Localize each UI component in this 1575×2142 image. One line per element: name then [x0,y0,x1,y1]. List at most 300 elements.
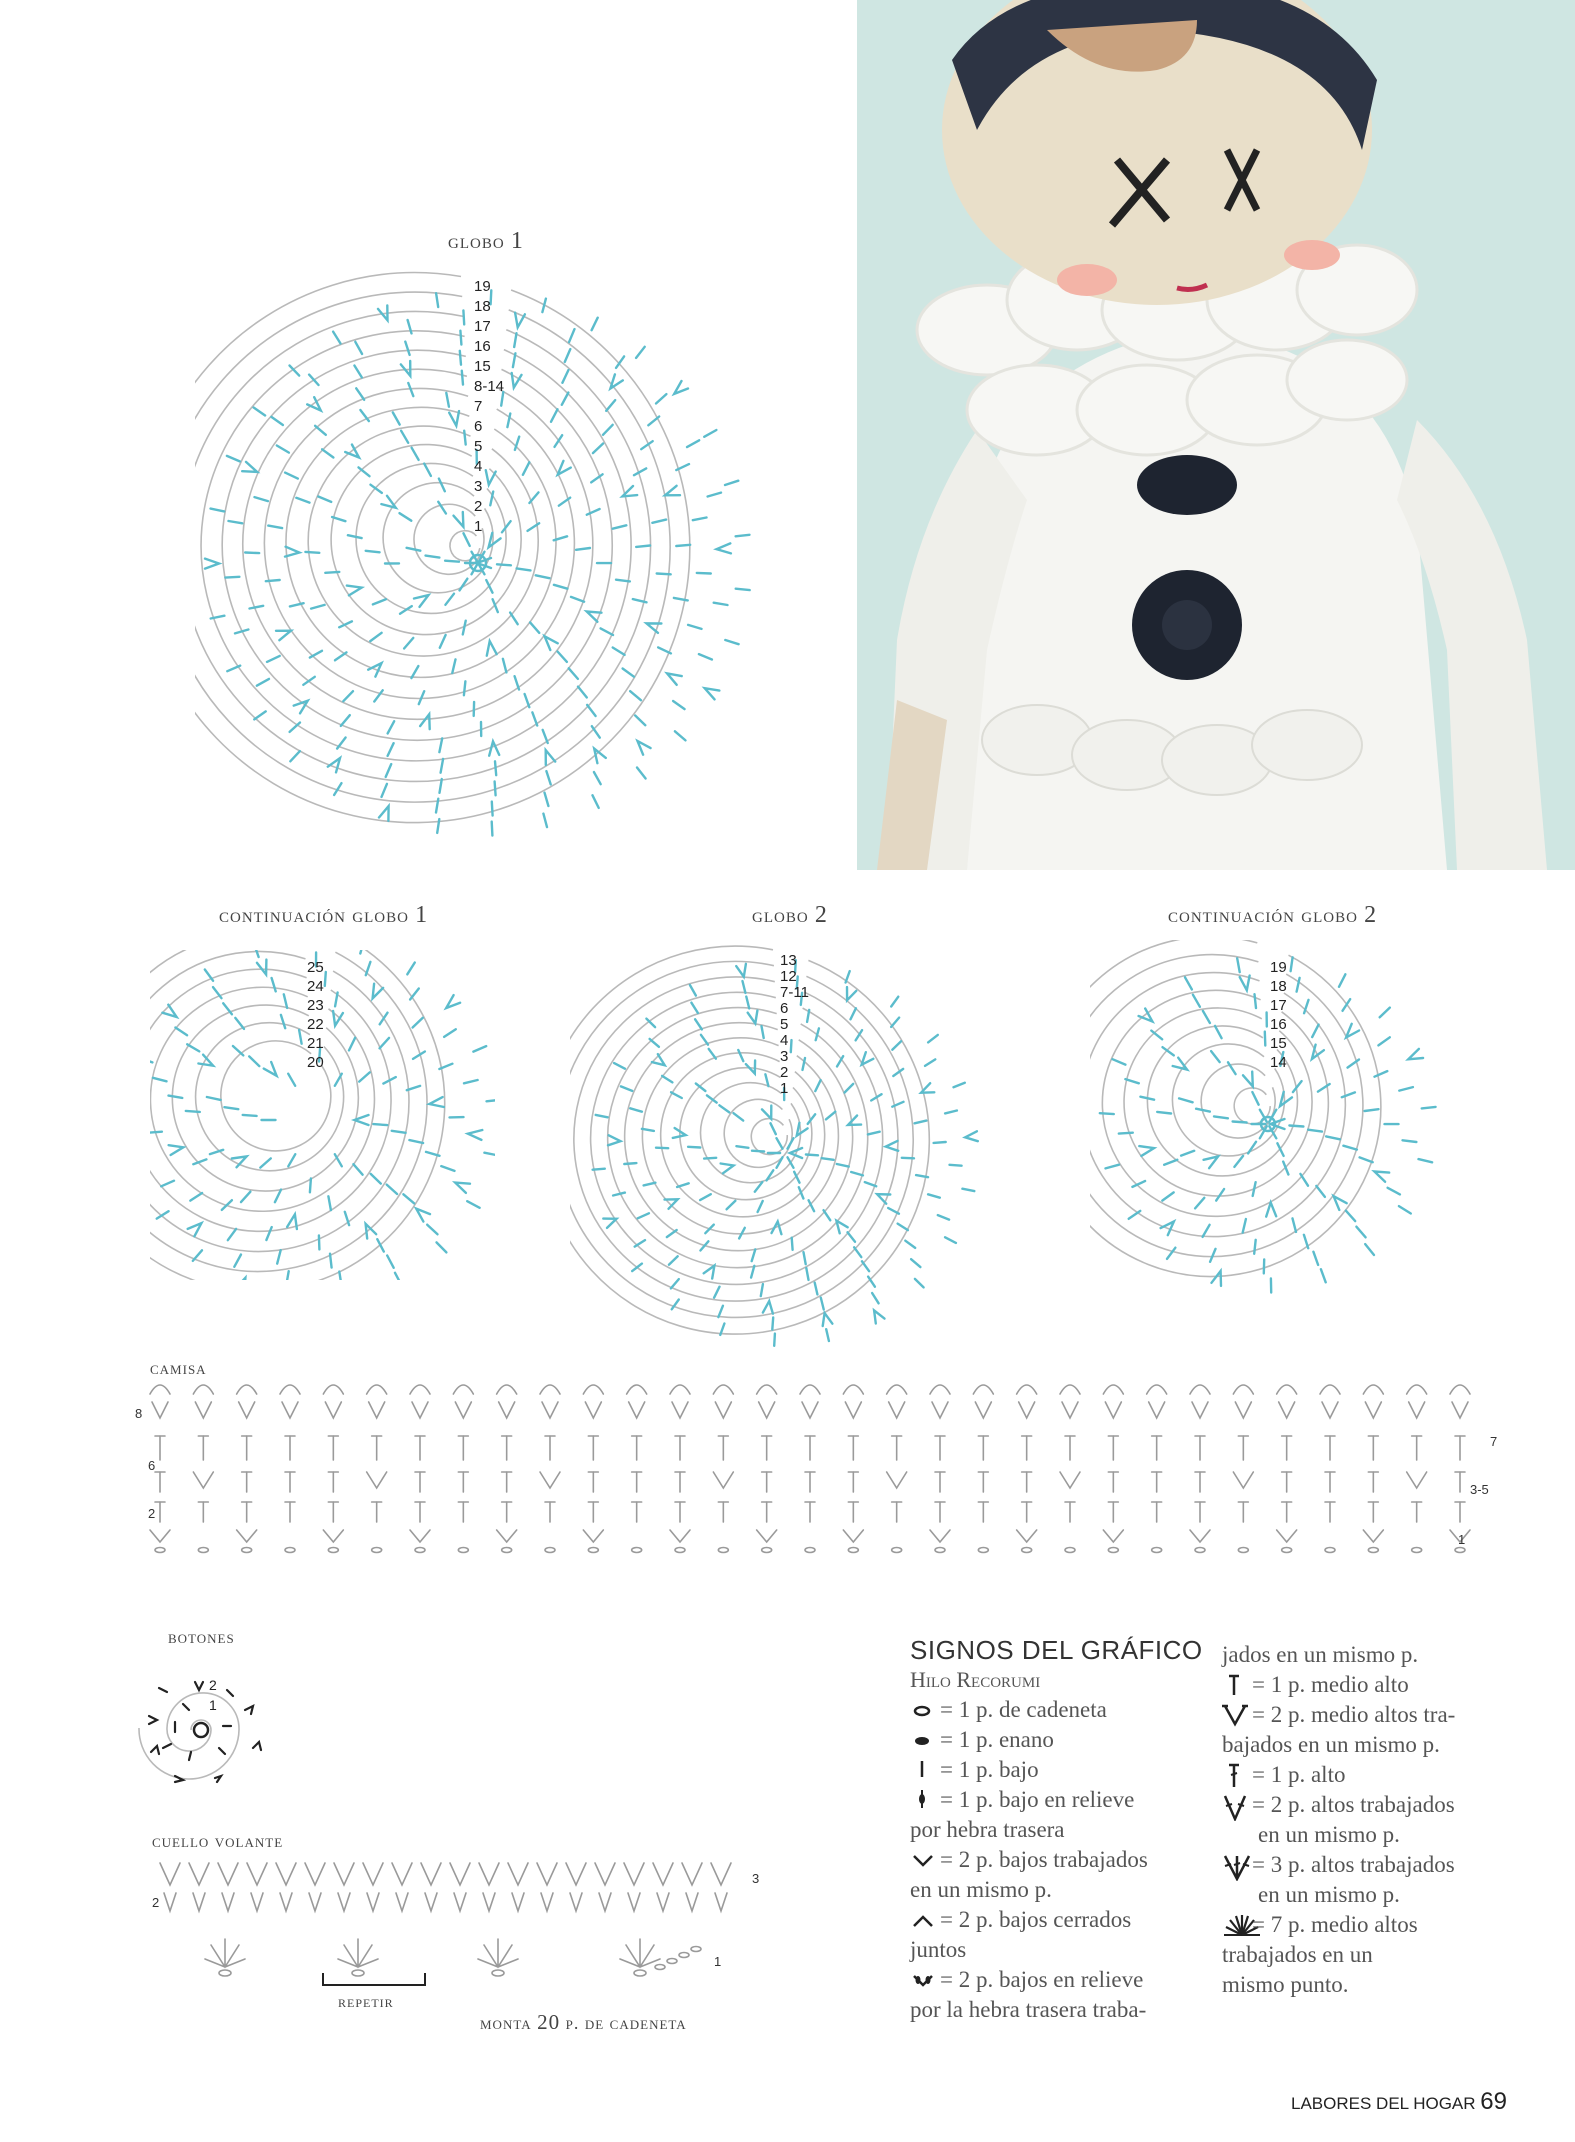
stitch-mark [704,1158,716,1159]
stitch-mark [1233,1122,1247,1123]
stitch-mark [593,795,599,808]
stitch-mark [1060,1472,1080,1488]
stitch-mark [1255,994,1257,1008]
stitch-mark [219,1970,231,1976]
stitch-mark [772,1318,773,1330]
stitch-mark [205,1939,245,1967]
stitch-mark [404,638,413,649]
stitch-mark [566,1863,586,1885]
stitch-mark [255,497,268,501]
stitch-mark [247,1863,267,1885]
stitch-mark [497,1530,517,1542]
stitch-mark [637,768,646,779]
stitch-mark [771,1123,776,1134]
stitch-mark [373,599,386,604]
stitch-mark [333,1011,343,1026]
stitch-mark [1321,1269,1326,1282]
magazine-name: LABORES DEL HOGAR [1291,2094,1476,2113]
stitch-mark [621,1086,632,1091]
stitch-mark [1380,1008,1390,1018]
legend-item-text: = 2 p. medio altos tra- [1252,1702,1456,1727]
stitch-mark [925,1059,935,1066]
stitch-mark [1291,957,1293,971]
stitch-mark [693,518,707,521]
stitch-mark [736,964,746,977]
stitch-mark [218,1863,238,1885]
botones-chart [135,1660,295,1790]
stitch-mark [1060,1385,1080,1394]
stitch-mark [499,1402,515,1418]
stitch-mark [843,1530,863,1542]
stitch-mark [392,1863,412,1885]
stitch-mark [266,1227,271,1240]
stitch-mark [648,417,659,426]
chart-title-cont-globo1: continuación globo 1 [219,902,429,928]
stitch-mark [805,1548,815,1553]
stitch-mark [700,1194,711,1200]
stitch-mark [1248,1142,1256,1154]
stitch-mark [311,605,325,609]
round-label: 8-14 [474,378,505,395]
stitch-mark [624,1863,644,1885]
stitch-mark [160,1863,180,1885]
stitch-mark [655,1965,665,1970]
stitch-mark [403,1194,414,1203]
sc-decrease-icon [910,1908,940,1932]
stitch-mark [392,1131,406,1133]
round-label: 24 [307,978,324,995]
stitch-mark [540,1385,560,1394]
stitch-mark [268,526,282,529]
stitch-mark [276,1863,296,1885]
stitch-mark [446,393,449,407]
stitch-mark [845,1084,854,1093]
stitch-mark [719,1105,729,1112]
stitch-mark [928,1194,940,1197]
stitch-mark [848,1116,861,1126]
stitch-mark [305,1863,325,1885]
stitch-mark [816,1028,819,1040]
stitch-mark [1140,1097,1154,1100]
legend-column-1 [910,1635,1210,2025]
stitch-mark [763,1301,773,1314]
stitch-mark [288,1074,295,1086]
stitch-mark [721,1164,734,1174]
stitch-mark [349,1038,355,1051]
stitch-mark [343,691,353,701]
stitch-mark [233,1046,243,1055]
stitch-mark [792,1238,793,1250]
stitch-mark [1100,1113,1114,1114]
stitch-mark [634,1970,646,1976]
stitch-mark [1422,1107,1436,1109]
stitch-mark [652,520,666,523]
stitch-mark [164,1893,176,1911]
stitch-mark [1215,1026,1222,1038]
legend-item [910,1695,1210,1725]
stitch-mark [962,1189,974,1191]
stitch-mark [1334,1196,1347,1210]
stitch-mark [1196,1109,1210,1112]
stitch-mark [642,1129,654,1131]
stitch-mark [1017,1530,1037,1542]
stitch-mark [1365,1244,1374,1255]
stitch-mark [1356,1227,1365,1238]
round-label: 6 [474,418,483,435]
stitch-mark [155,1548,165,1553]
stitch-mark [510,613,518,625]
stitch-mark [1233,1472,1253,1488]
stitch-mark [709,1049,716,1059]
stitch-mark [613,525,627,528]
stitch-mark [335,652,347,660]
stitch-mark [366,551,380,553]
stitch-mark [341,715,350,726]
round-label: 19 [1270,959,1287,976]
stitch-mark [454,512,464,527]
stitch-mark [352,1970,364,1976]
stitch-mark [285,1548,295,1553]
stitch-mark [676,545,690,546]
stitch-mark [554,585,568,589]
stitch-mark [363,1863,383,1885]
stitch-mark [585,1402,601,1418]
stitch-mark [551,409,558,422]
stitch-mark [425,1893,437,1911]
stitch-mark [416,1209,430,1222]
stitch-mark [1326,1136,1340,1139]
stitch-mark [583,1385,603,1394]
stitch-mark [705,688,720,699]
stitch-mark [1147,1385,1167,1394]
stitch-mark [1243,1072,1253,1087]
legend-item-text: en un mismo p. [1258,1822,1400,1847]
stitch-mark [965,1131,978,1141]
stitch-mark [826,1112,835,1120]
stitch-mark [532,712,537,725]
stitch-mark [1363,1385,1383,1394]
globo1-chart [195,265,785,860]
stitch-mark [464,533,470,546]
stitch-mark [237,1385,257,1394]
stitch-mark [848,1548,858,1553]
stitch-mark [613,648,625,655]
stitch-mark [1216,1189,1224,1201]
stitch-mark [242,462,257,472]
stitch-mark [193,1385,213,1394]
chain-icon [910,1698,940,1722]
stitch-mark [508,1863,528,1885]
stitch-mark [892,1041,901,1049]
stitch-mark [647,623,662,633]
stitch-mark [1254,1240,1256,1254]
stitch-mark [1195,1198,1204,1209]
stitch-mark [826,1329,829,1341]
stitch-mark [725,640,738,644]
stitch-mark [889,1402,905,1418]
legend-item-text: = 2 p. bajos cerrados [940,1907,1132,1932]
stitch-mark [294,701,308,714]
round-label: 4 [780,1032,789,1049]
stitch-mark [254,408,266,416]
stitch-mark [1279,1402,1295,1418]
stitch-mark [241,1192,250,1202]
stitch-mark [1149,1402,1165,1418]
stitch-mark [558,461,571,475]
round-label: 22 [307,1016,324,1033]
stitch-mark [613,1193,625,1196]
stitch-mark [1375,1071,1388,1077]
stitch-mark [440,635,446,648]
stitch-mark [464,431,466,445]
stitch-mark [478,1939,518,1967]
stitch-mark [1277,1385,1297,1394]
legend-item-text: = 1 p. bajo en relieve [940,1787,1135,1812]
stitch-mark [1235,1402,1251,1418]
stitch-mark [978,1548,988,1553]
stitch-mark [872,1293,879,1303]
stitch-mark [450,1863,470,1885]
stitch-mark [325,572,339,573]
stitch-mark [264,1062,277,1076]
stitch-mark [571,597,584,602]
round-label: 7 [474,398,483,415]
stitch-mark [441,1166,454,1171]
stitch-mark [725,481,738,485]
stitch-mark [540,1472,560,1488]
stitch-mark [198,1548,208,1553]
stitch-mark [911,1259,920,1267]
stitch-mark [1266,1203,1276,1217]
pierrot-doll-photo [857,0,1575,870]
stitch-mark [272,978,276,991]
stitch-mark [334,1863,354,1885]
dc-icon [1222,1763,1252,1787]
cuello-row-label: 3 [752,1871,760,1886]
stitch-mark [257,960,267,975]
stitch-mark [669,1256,678,1264]
stitch-mark [1162,1192,1173,1200]
stitch-mark [762,1106,771,1119]
legend-item [910,1755,1210,1785]
stitch-mark [492,802,493,816]
stitch-mark [671,1092,682,1098]
chart-title-cuello-volante: cuello volante [152,1831,284,1851]
stitch-mark [608,1135,621,1145]
stitch-mark [161,1181,174,1187]
stitch-mark [401,431,408,443]
stitch-mark [1313,1252,1318,1265]
legend-item [1222,1790,1522,1820]
stitch-mark [1193,995,1200,1007]
stitch-mark [713,1472,733,1488]
stitch-mark [562,370,568,383]
stitch-mark [1399,1206,1411,1213]
stitch-mark [386,764,392,777]
stitch-mark [296,498,309,503]
stitch-mark [1190,1530,1210,1542]
stitch-mark [542,299,546,313]
stitch-mark [1282,1548,1292,1553]
dc-increase-icon [1222,1793,1252,1817]
stitch-mark [610,374,622,388]
stitch-mark [325,1402,341,1418]
chart-title-camisa: camisa [150,1358,207,1378]
legend-item-text: juntos [910,1937,967,1962]
stitch-mark [224,1107,238,1109]
stitch-mark [193,1250,202,1261]
stitch-mark [468,1130,482,1140]
stitch-mark [366,1224,377,1239]
stitch-mark [1164,1160,1177,1165]
camisa-chart [130,1380,1510,1560]
stitch-mark [339,1272,341,1280]
stitch-mark [847,987,856,1000]
stitch-mark [338,1939,378,1967]
stitch-mark [802,1402,818,1418]
legend-item [1222,1850,1522,1880]
stitch-mark [594,772,601,784]
cuello-row-label: 2 [152,1895,160,1910]
stitch-mark [657,1893,669,1911]
stitch-mark [460,351,461,365]
legend-item-text: = 2 p. altos trabajados [1252,1792,1455,1817]
legend-item [1222,1910,1522,1940]
stitch-mark [711,1863,731,1885]
stitch-mark [679,1953,689,1958]
camisa-row-label: 7 [1490,1434,1498,1449]
chart-title-globo1: globo 1 [448,228,524,254]
stitch-mark [286,1271,288,1280]
stitch-mark [862,1052,874,1065]
stitch-mark [762,1548,772,1553]
stitch-mark [1339,974,1345,987]
stitch-mark [405,342,409,355]
stitch-mark [410,1530,430,1542]
stitch-mark [152,1402,168,1418]
stitch-mark [934,1142,946,1143]
stitch-mark [800,1385,820,1394]
legend-item [910,1785,1210,1815]
stitch-mark [1139,1146,1154,1156]
stitch-mark [638,741,651,755]
stitch-mark [353,1164,362,1175]
stitch-mark [310,1178,311,1192]
stitch-mark [1277,1530,1297,1542]
stitch-mark [601,628,613,635]
stitch-mark [150,1530,170,1542]
stitch-mark [1378,1037,1389,1045]
stitch-mark [529,492,538,503]
round-label: 18 [474,298,491,315]
stitch-mark [347,586,362,596]
stitch-mark [322,449,333,457]
camisa-row-label: 1 [1458,1532,1466,1547]
stitch-mark [455,1402,471,1418]
legend-item-text: = 1 p. bajo [940,1757,1039,1782]
stitch-mark [1152,1548,1162,1553]
stitch-mark [628,1893,640,1911]
stitch-mark [815,1283,818,1295]
stitch-mark [479,1863,499,1885]
repeat-label: repetir [338,1992,394,2011]
stitch-mark [420,714,430,729]
stitch-mark [348,535,362,538]
stitch-mark [169,1145,184,1155]
stitch-mark [328,758,340,772]
camisa-row-label: 8 [135,1406,143,1421]
stitch-mark [463,621,466,635]
legend-item-text: = 1 p. medio alto [1252,1672,1409,1697]
stitch-mark [1325,1548,1335,1553]
stitch-mark [636,347,645,358]
stitch-mark [195,1402,211,1418]
stitch-mark [285,473,298,479]
stitch-mark [806,1155,818,1156]
stitch-mark [788,1138,794,1149]
stitch-mark [367,1893,379,1911]
stitch-mark [150,1132,162,1133]
stitch-mark [335,1074,342,1086]
stitch-mark [251,1893,263,1911]
round-label: 1 [474,518,483,535]
stitch-mark [150,1058,152,1063]
stitch-mark [822,1158,834,1160]
stitch-mark [280,1893,292,1911]
stitch-mark [672,1402,688,1418]
stitch-mark [583,1530,603,1542]
round-label: 21 [307,1035,324,1052]
round-label: 6 [780,1000,789,1017]
stitch-mark [623,669,634,677]
stitch-mark [1105,1402,1121,1418]
stitch-mark [938,1215,949,1220]
stitch-mark [1304,1235,1308,1248]
stitch-mark [632,1548,642,1553]
globo2-chart [570,940,1010,1360]
stitch-mark [695,1019,702,1029]
round-label: 20 [307,1054,324,1071]
stitch-mark [1017,1385,1037,1394]
stitch-mark [495,761,496,775]
round-label: 5 [780,1016,789,1033]
stitch-mark [638,1213,649,1218]
stitch-mark [576,548,590,550]
stitch-mark [1365,1402,1381,1418]
stitch-mark [462,371,463,385]
legend-item [910,1845,1210,1875]
legend-item-text: = 3 p. altos trabajados [1252,1852,1455,1877]
stitch-mark [396,1893,408,1911]
stitch-mark [309,1893,321,1911]
stitch-mark [569,329,574,342]
stitch-mark [284,994,287,1008]
stitch-mark [821,1298,824,1310]
stitch-mark [930,1530,950,1542]
stitch-mark [410,1385,430,1394]
stitch-mark [330,1254,332,1268]
stitch-mark [736,535,750,537]
cuello-volante-chart [140,1855,780,2020]
stitch-mark [338,1893,350,1911]
stitch-mark [671,1279,679,1288]
stitch-mark [487,1100,496,1102]
stitch-mark [898,1224,908,1231]
stitch-mark [1019,1402,1035,1418]
stitch-mark [387,1185,397,1194]
stitch-mark [578,687,587,698]
stitch-mark [372,1548,382,1553]
